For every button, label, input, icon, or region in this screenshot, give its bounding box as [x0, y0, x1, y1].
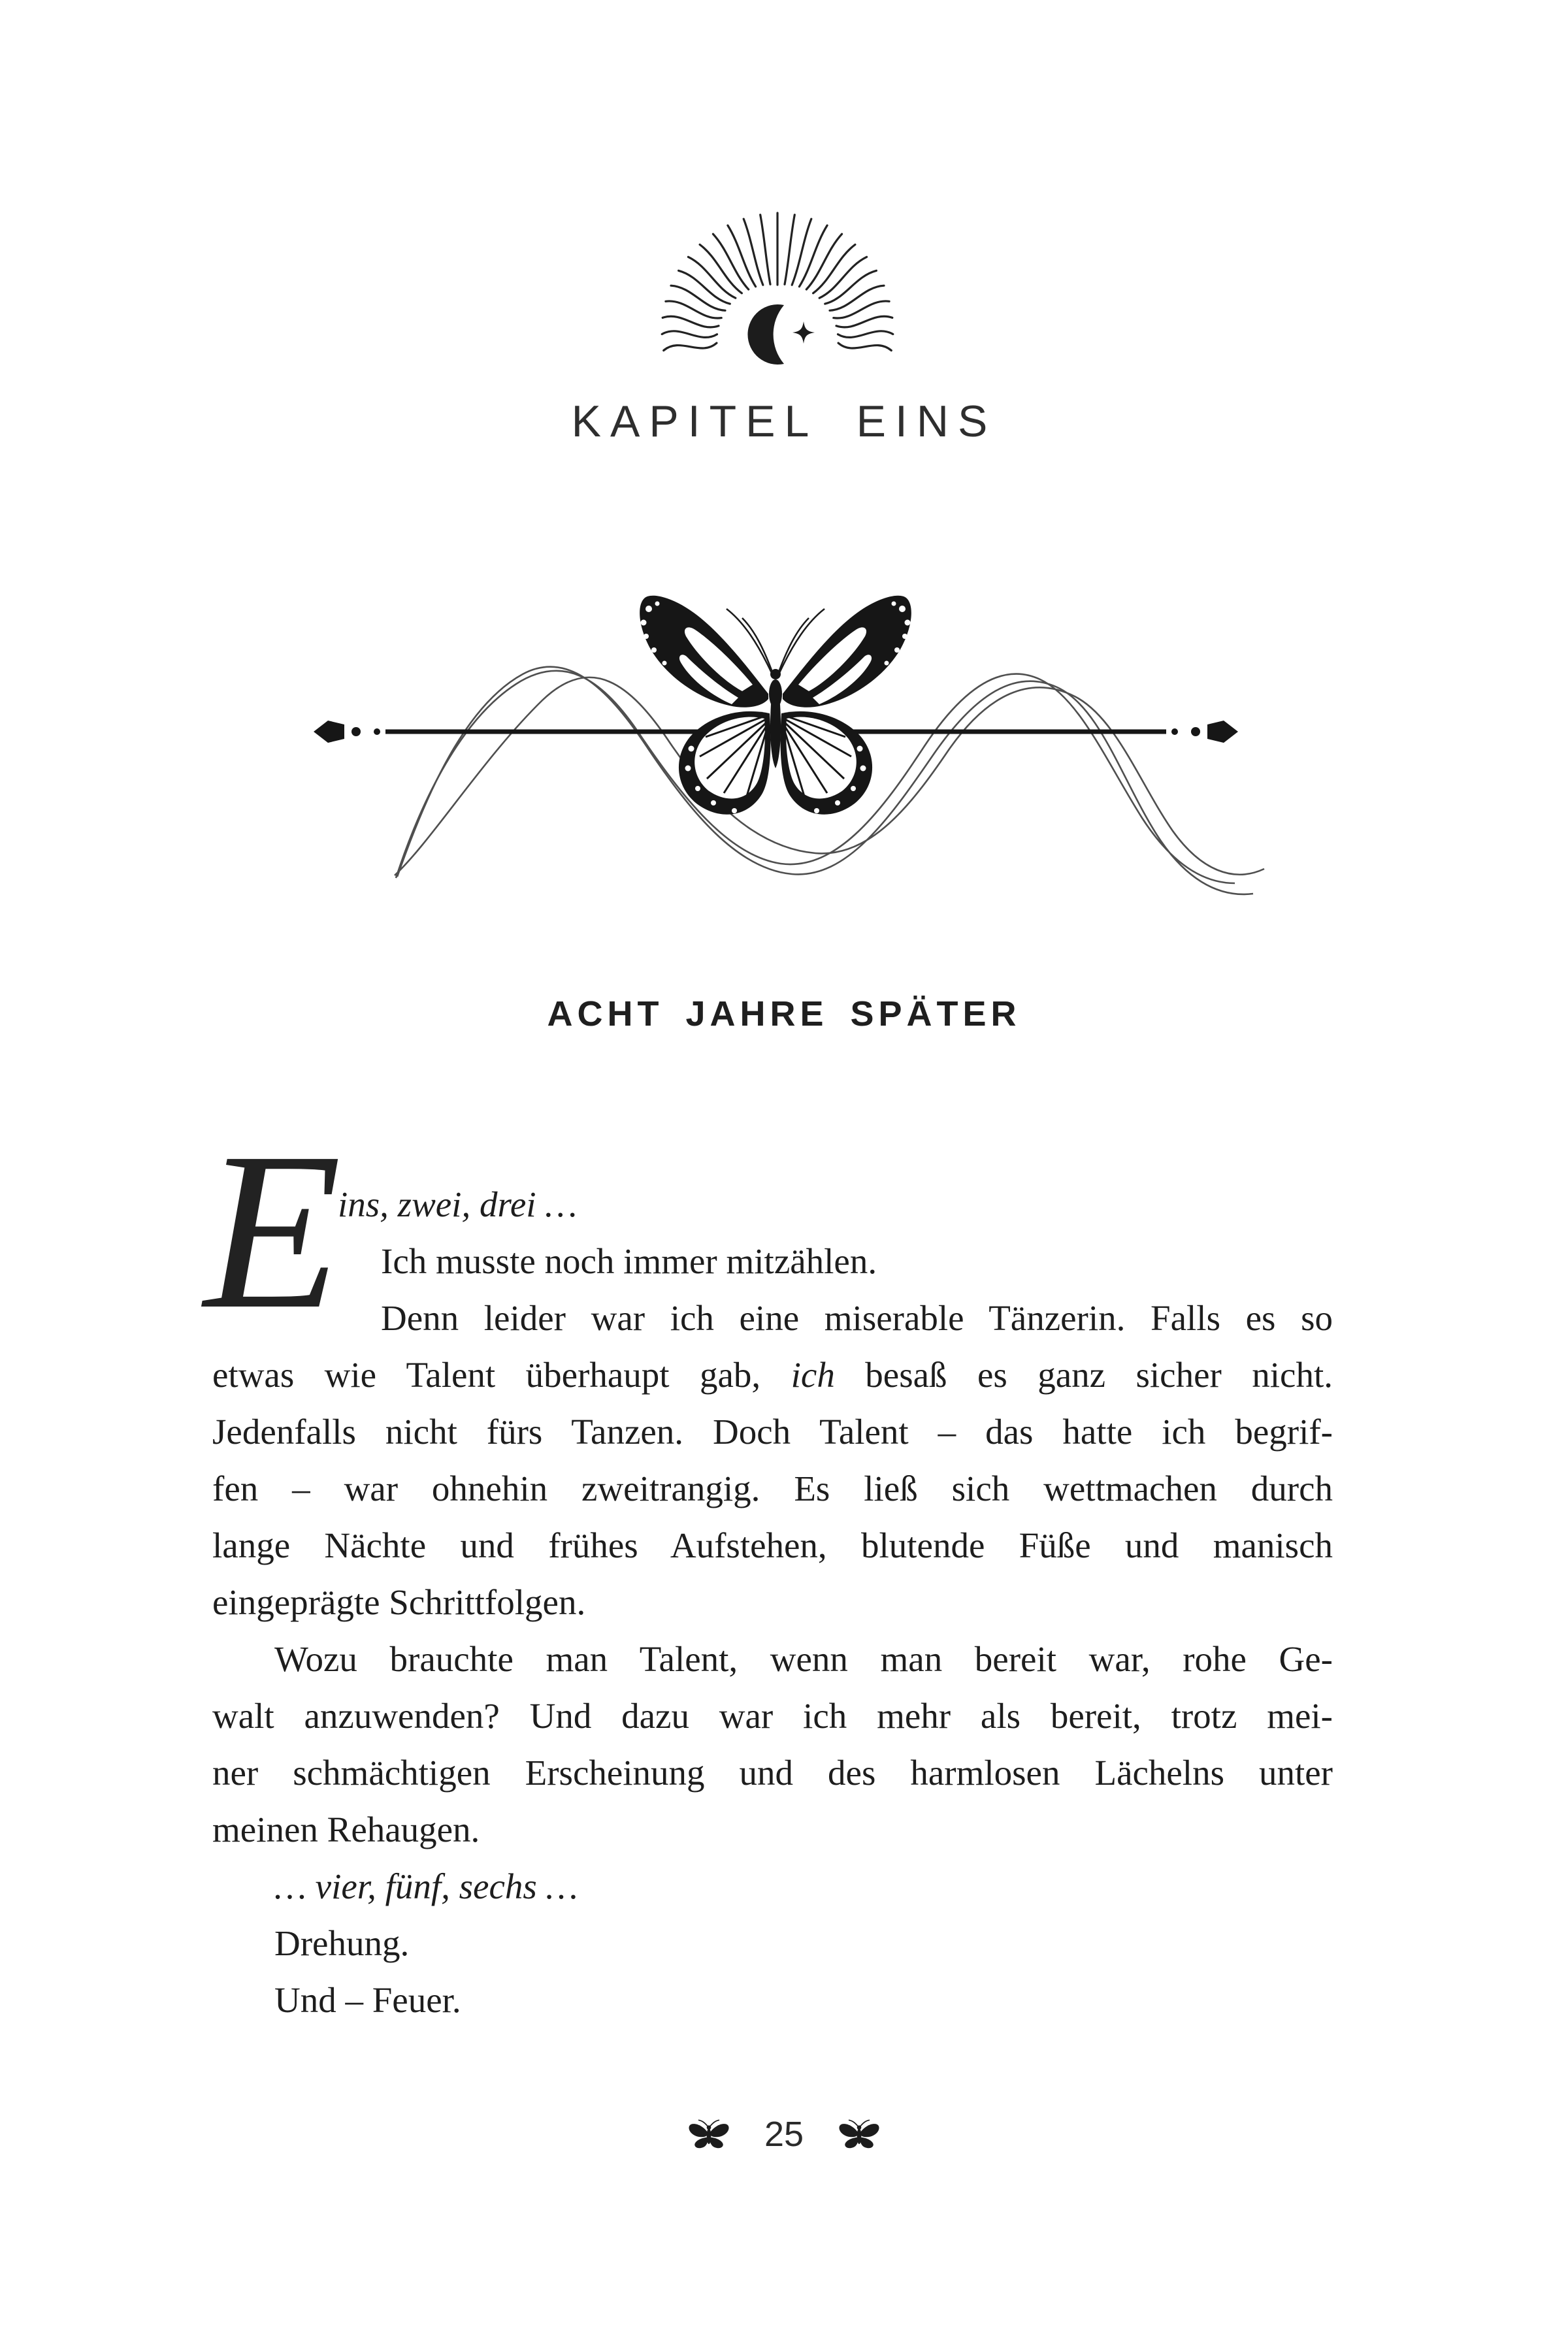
body-line	[212, 1403, 1333, 1460]
crescent-moon-icon	[747, 304, 784, 365]
body-line	[212, 1346, 1333, 1403]
butterfly-icon	[640, 596, 911, 815]
page-footer	[0, 2117, 1568, 2152]
text-run: fen – war ohnehin zweitrangig. Es ließ sich wettmachen durch	[212, 1469, 1333, 1508]
chapter-title: KAPITEL EINS	[571, 397, 997, 446]
body-line	[212, 1972, 1333, 2028]
text-run: eingeprägte Schrittfolgen.	[212, 1582, 586, 1622]
text-run: Wozu brauchte man Talent, wenn man bereit war, rohe Ge-	[274, 1639, 1333, 1679]
text-run: Denn leider war ich eine miserable Tänzerin. Falls es so	[381, 1298, 1333, 1338]
body-line	[212, 1687, 1333, 1744]
body-line	[212, 1290, 1333, 1346]
body-line	[212, 1517, 1333, 1574]
page-number: 25	[764, 2115, 804, 2154]
text-run: Drehung.	[274, 1923, 410, 1963]
drop-cap: E	[204, 1106, 342, 1356]
text-run: Und – Feuer.	[274, 1980, 461, 2020]
section-subtitle: ACHT JAHRE SPÄTER	[547, 994, 1021, 1033]
butterfly-body	[769, 669, 782, 768]
text-run: ner schmächtigen Erscheinung und des harmlosen Lächelns unter	[212, 1753, 1333, 1793]
body-line	[212, 1233, 1333, 1290]
body-line	[212, 1915, 1333, 1972]
text-run: meinen Rehaugen.	[212, 1810, 480, 1849]
body-line	[212, 1801, 1333, 1858]
body-line	[212, 1460, 1333, 1517]
body-line	[212, 1176, 1333, 1233]
body-line	[212, 1631, 1333, 1687]
text-run: lange Nächte und frühes Aufstehen, blutende Füße und manisch	[212, 1525, 1333, 1565]
butterfly-icon	[687, 2119, 730, 2150]
star-sparkle-icon	[792, 321, 815, 344]
italic-text-run: … vier, fünf, sechs …	[274, 1866, 578, 1906]
italic-text-run: ins, zwei, drei …	[338, 1184, 578, 1224]
butterfly-icon	[838, 2119, 881, 2150]
text-run: Ich musste noch immer mitzählen.	[381, 1241, 877, 1281]
text-run: besaß es ganz sicher nicht.	[834, 1355, 1333, 1395]
sun-rays-crescent-moon-icon	[634, 197, 921, 367]
text-run: walt anzuwenden? Und dazu war ich mehr als bereit, trotz mei-	[212, 1696, 1333, 1736]
butterfly-wave-divider	[0, 562, 1568, 954]
italic-text-run: ich	[791, 1355, 835, 1395]
body-line	[212, 1744, 1333, 1801]
text-run: etwas wie Talent überhaupt gab,	[212, 1355, 791, 1395]
body-line	[212, 1858, 1333, 1915]
body-line	[212, 1574, 1333, 1631]
text-run: Jedenfalls nicht fürs Tanzen. Doch Talent – das hatte ich begrif-	[212, 1412, 1333, 1452]
body-text	[212, 1176, 1333, 2028]
